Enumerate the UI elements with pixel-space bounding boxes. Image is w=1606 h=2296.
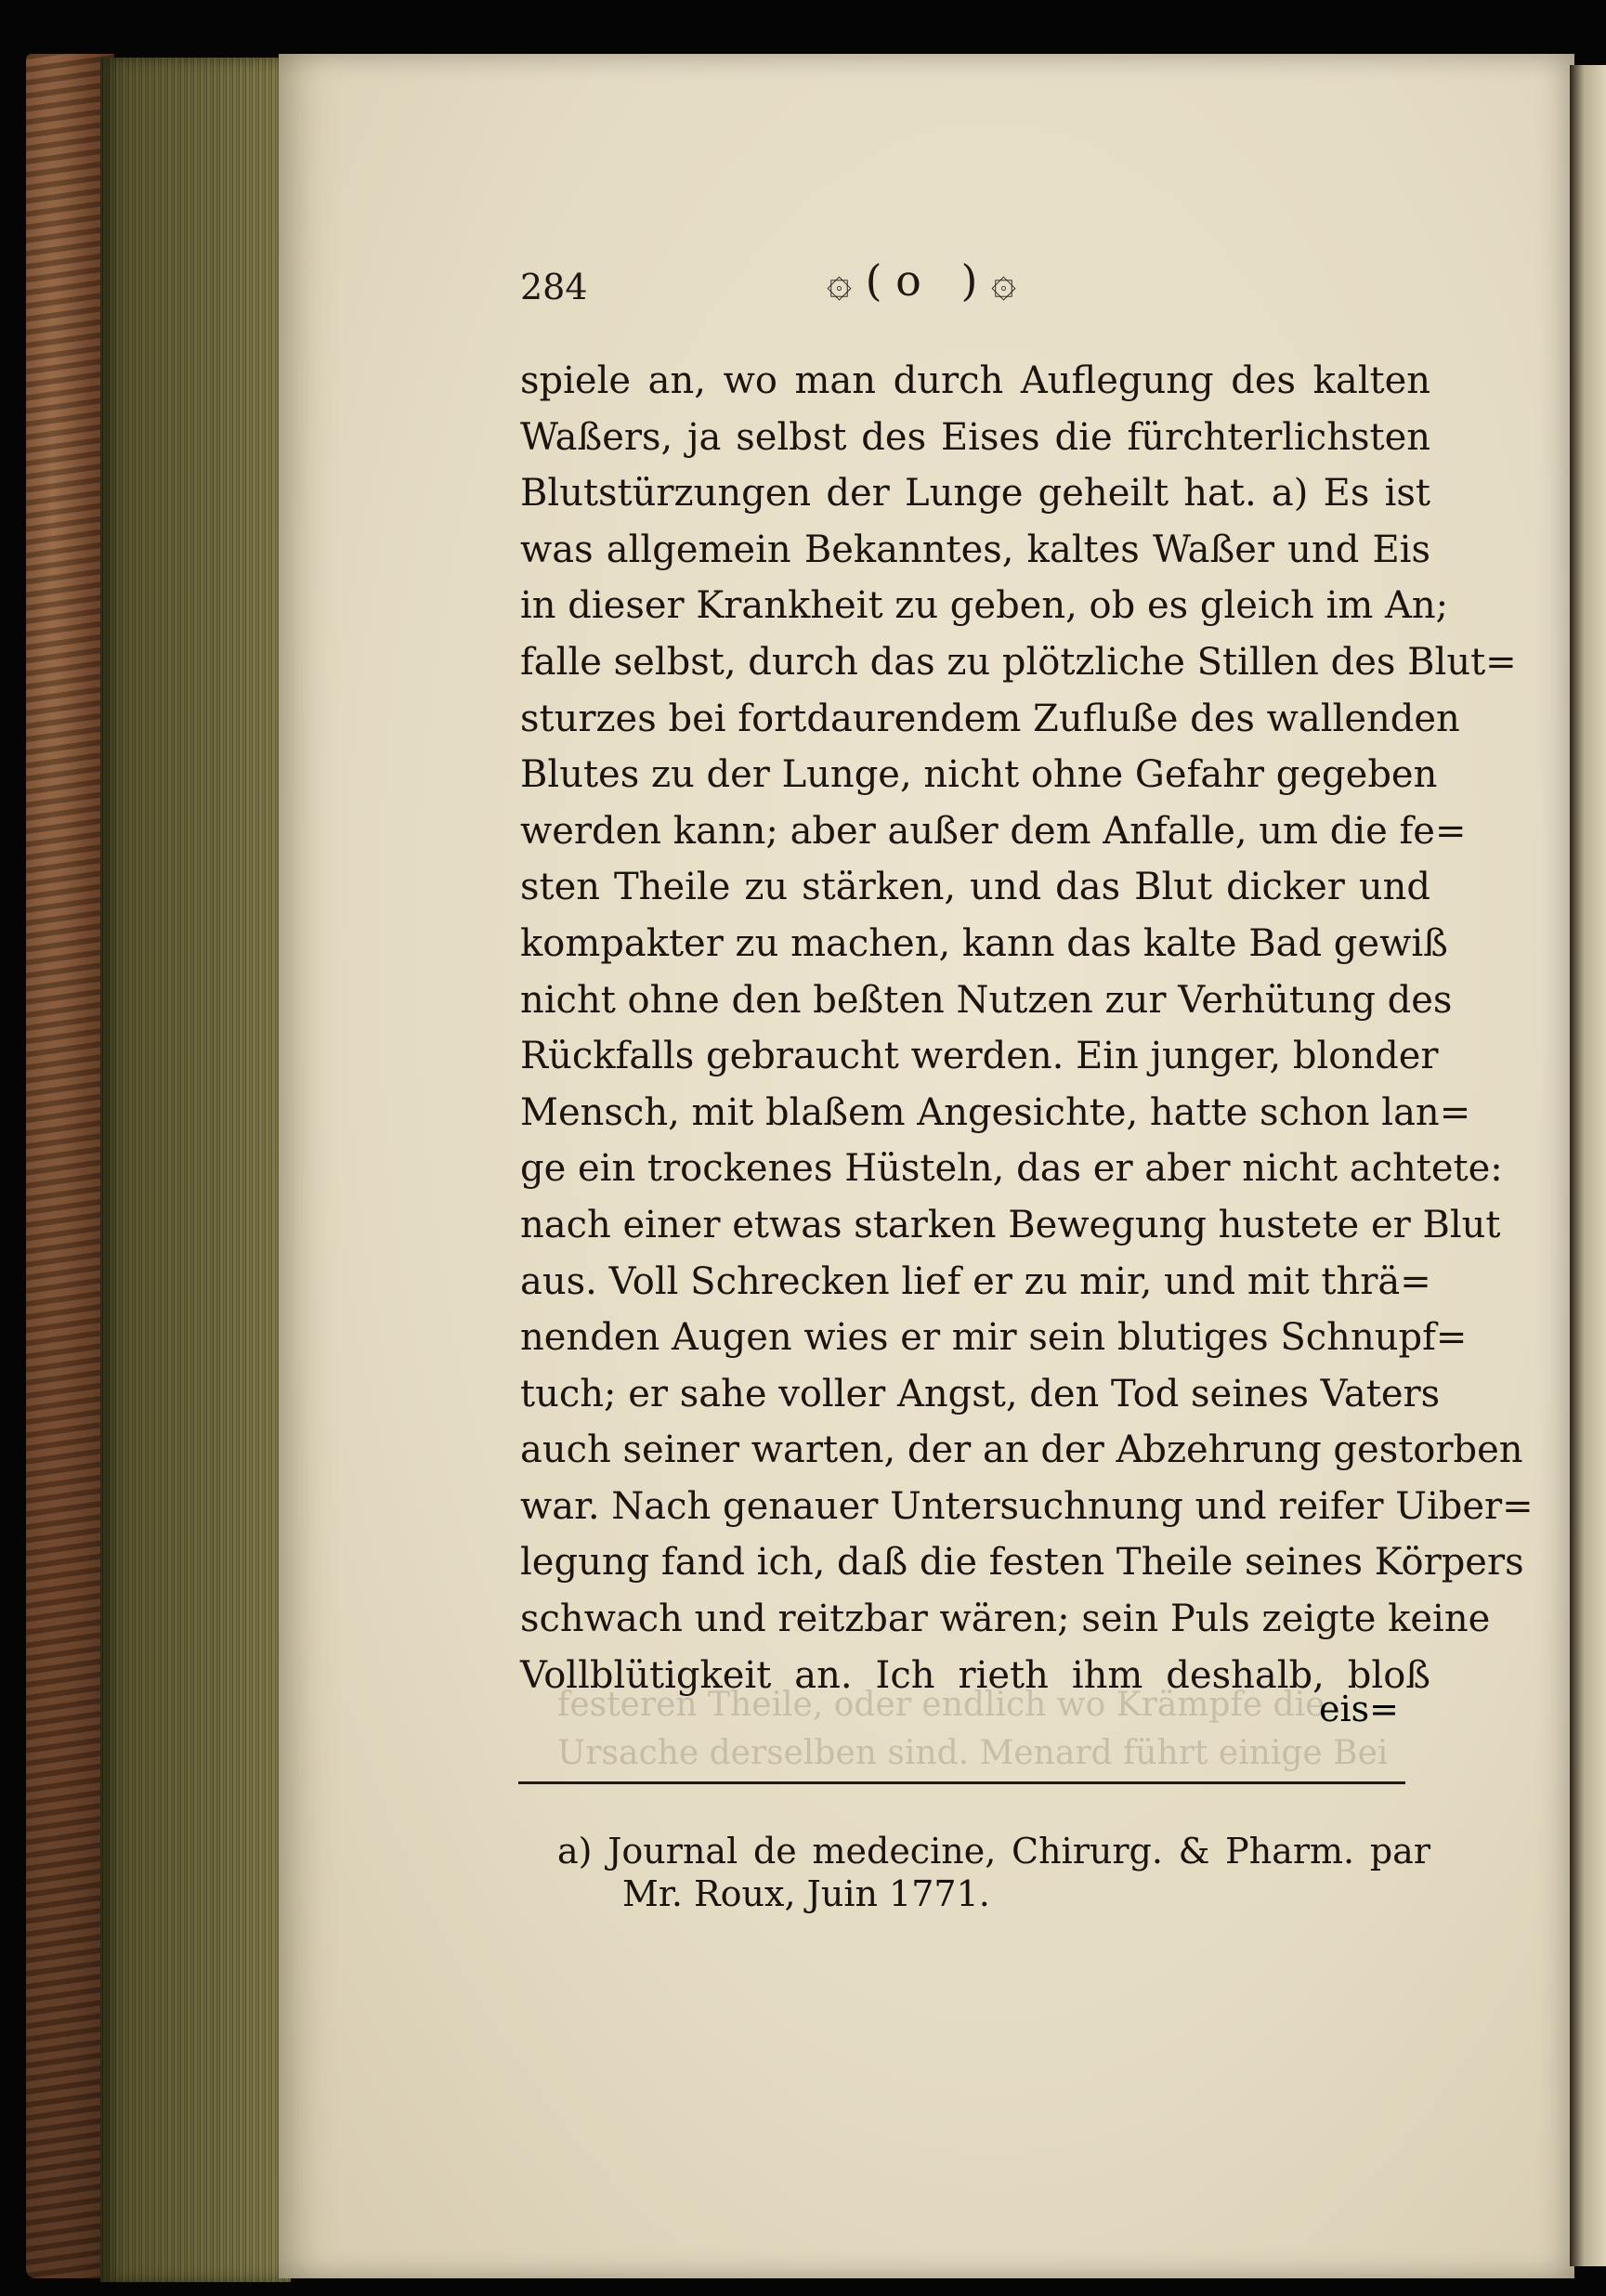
page-number: 284 [520, 267, 588, 307]
text-line: ge ein trockenes Hüsteln, das er aber nicht achtete: [520, 1147, 1503, 1191]
text-line: war. Nach genauer Untersuchnung und reifer Uiber= [520, 1484, 1534, 1528]
page-edges [100, 58, 291, 2282]
text-line: sten Theile zu stärken, und das Blut dicker und [520, 866, 1430, 909]
text-line: Waßers, ja selbst des Eises die fürchterlichsten [520, 415, 1430, 459]
text-line: falle selbst, durch das zu plötzliche Stillen des Blut= [520, 640, 1517, 684]
footnote [557, 1830, 1430, 1915]
text-line: tuch; er sahe voller Angst, den Tod seines Vaters [520, 1372, 1441, 1415]
catchword: eis= [1319, 1689, 1399, 1729]
text-line: spiele an, wo man durch Auflegung des kalten [520, 359, 1430, 402]
text-line: auch seiner warten, der an der Abzehrung gestorben [520, 1428, 1523, 1472]
text-line: aus. Voll Schrecken lief er zu mir, und mit thrä= [520, 1259, 1431, 1303]
text-line: nenden Augen wies er mir sein blutiges Schnupf= [520, 1316, 1468, 1360]
body-text [520, 353, 1534, 1703]
footnote-rule [518, 1781, 1405, 1784]
running-head [520, 255, 1430, 311]
footnote-line: Mr. Roux, Juin 1771. [622, 1873, 990, 1914]
bleedthrough-line: festeren Theile, oder endlich wo Krämpfe die [557, 1686, 1325, 1724]
text-line: werden kann; aber außer dem Anfalle, um die fe= [520, 809, 1467, 853]
text-line: in dieser Krankheit zu geben, ob es gleich im An; [520, 584, 1449, 628]
text-line: legung fand ich, daß die festen Theile seines Körpers [520, 1541, 1524, 1585]
bleedthrough-line: Ursache derselben sind. Menard führt einige Bei [557, 1734, 1389, 1772]
head-ornament: ۞ ( o ) ۞ [827, 255, 1016, 306]
text-line: kompakter zu machen, kann das kalte Bad gewiß [520, 921, 1448, 965]
text-line: sturzes bei fortdaurendem Zufluße des wallenden [520, 697, 1460, 740]
text-line: was allgemein Bekanntes, kaltes Waßer und Eis [520, 528, 1430, 571]
footnote-line: a) Journal de medecine, Chirurg. & Pharm. par [557, 1831, 1430, 1872]
text-line: nach einer etwas starken Bewegung hustete er Blut [520, 1203, 1501, 1246]
next-page-edge [1570, 65, 1606, 2266]
text-line: Vollblütigkeit an. Ich rieth ihm deshalb, bloß [520, 1653, 1430, 1697]
text-line: schwach und reitzbar wären; sein Puls zeigte keine [520, 1598, 1491, 1641]
text-line: Rückfalls gebraucht werden. Ein junger, blonder [520, 1035, 1439, 1078]
text-line: Blutstürzungen der Lunge geheilt hat. a) Es ist [520, 472, 1430, 515]
text-line: Mensch, mit blaßem Angesichte, hatte schon lan= [520, 1090, 1471, 1134]
text-line: Blutes zu der Lunge, nicht ohne Gefahr gegeben [520, 753, 1438, 797]
text-line: nicht ohne den beßten Nutzen zur Verhütung des [520, 978, 1453, 1022]
